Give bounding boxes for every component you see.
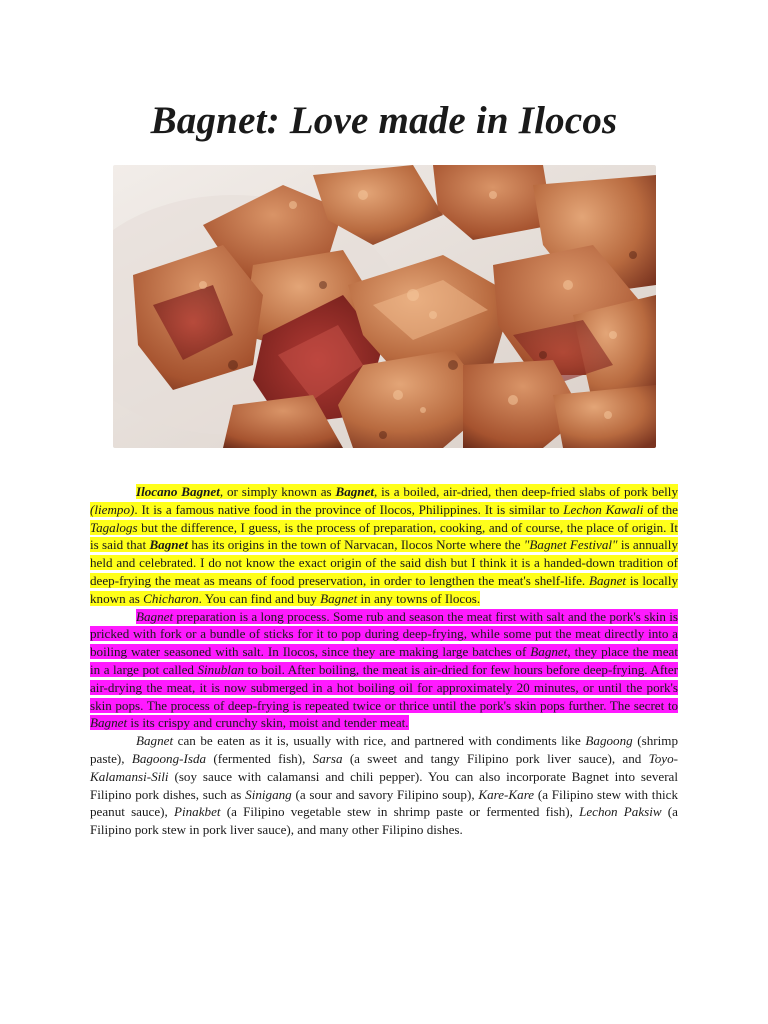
text-run: . You can find and buy xyxy=(198,590,321,606)
text-run: (soy sauce with calamansi and chili pepper). You can also incorporate Bagnet into several Filipino pork dishes, such as xyxy=(90,768,678,802)
article-body xyxy=(90,483,678,839)
text-run: but the difference, I guess, is the process of preparation, cooking, and of course, the place of origin. It is said that xyxy=(90,519,678,553)
text-run: (a Filipino pork stew in pork liver sauce), and many other Filipino dishes. xyxy=(90,804,678,838)
text-run: is its crispy and crunchy skin, moist and tender meat. xyxy=(127,715,409,731)
term-bagnet: Bagnet xyxy=(90,715,128,731)
text-run: preparation is a long process. Some rub and season the meat first with salt and the pork's skin is pricked with fork or a bundle of sticks for it to pop during deep-frying, while some put the meat directly into a boiling water seasoned with salt. In Ilocos, since they are making large batches of xyxy=(90,608,678,660)
paragraph-preparation xyxy=(90,608,678,733)
term-liempo: (liempo) xyxy=(90,501,135,517)
pork-photo-illustration xyxy=(113,165,656,448)
term-lechon-kawali: Lechon Kawali xyxy=(563,501,644,517)
crispy-pork-photo xyxy=(113,165,656,448)
text-run: . It is a famous native food in the province of Ilocos, Philippines. It is similar to xyxy=(134,501,564,517)
text-run: , they place the meat in a large pot called xyxy=(90,644,678,677)
text-run: of the xyxy=(643,501,678,517)
text-run: to boil. After boiling, the meat is air-dried for few hours before deep-frying. After air-drying the meat, it is now submerged in a hot boiling oil for approximately 20 minutes, or until the pork's skin pops. The process of deep-frying is repeated twice or thrice until the pork's skin pops further. The secret to xyxy=(90,661,678,713)
term-sarsa: Sarsa xyxy=(312,750,343,766)
term-bagnet: Bagnet xyxy=(149,537,188,553)
paragraph-intro xyxy=(90,483,678,608)
text-run: (a sour and savory Filipino soup), xyxy=(291,786,479,802)
text-run: (fermented fish), xyxy=(206,750,313,766)
term-bagoong-isda: Bagoong-Isda xyxy=(131,750,207,766)
term-sinublan: Sinublan xyxy=(197,661,245,677)
term-bagnet-festival: "Bagnet Festival" xyxy=(523,537,618,553)
term-chicharon: Chicharon xyxy=(143,590,199,606)
term-bagoong: Bagoong xyxy=(585,733,633,749)
text-run: is locally known as xyxy=(90,572,679,606)
term-bagnet: Bagnet xyxy=(588,572,627,588)
text-run: is annually held and celebrated. I do not know the exact origin of the said dish but I think it is a handed-down tradition of deep-frying the meat as means of food preservation, in order to lengthen the meat's shelf-life. xyxy=(90,537,678,588)
text-run: (a Filipino stew with thick peanut sauce), xyxy=(90,786,678,820)
term-bagnet: Bagnet xyxy=(530,644,568,660)
term-pinakbet: Pinakbet xyxy=(173,804,221,820)
term-kare-kare: Kare-Kare xyxy=(478,786,535,802)
text-run: (a sweet and tangy Filipino pork liver sauce), and xyxy=(342,750,649,766)
text-run: has its origins in the town of Narvacan, Ilocos Norte where the xyxy=(188,537,524,553)
document-title: Bagnet: Love made in Ilocos xyxy=(150,99,618,142)
term-bagnet: Bagnet xyxy=(335,484,375,499)
text-run: (a Filipino vegetable stew in shrimp paste or fermented fish), xyxy=(220,804,580,820)
term-toyo-kalamansi-sili: Toyo-Kalamansi-Sili xyxy=(90,750,678,784)
text-run: , or simply known as xyxy=(219,484,336,499)
text-run: (shrimp paste), xyxy=(90,733,678,766)
term-bagnet: Bagnet xyxy=(136,608,174,624)
paragraph-serving xyxy=(90,732,678,839)
term-sinigang: Sinigang xyxy=(245,786,292,802)
term-bagnet: Bagnet xyxy=(136,733,174,749)
term-tagalogs: Tagalogs xyxy=(90,519,138,535)
term-lechon-paksiw: Lechon Paksiw xyxy=(579,804,662,820)
text-run: in any towns of Ilocos. xyxy=(357,590,481,606)
term-bagnet: Bagnet xyxy=(320,590,358,606)
text-run: can be eaten as it is, usually with rice, and partnered with condiments like xyxy=(173,733,586,749)
term-ilocano-bagnet: Ilocano Bagnet xyxy=(136,484,220,499)
text-run: , is a boiled, air-dried, then deep-fried slabs of pork belly xyxy=(374,484,678,499)
